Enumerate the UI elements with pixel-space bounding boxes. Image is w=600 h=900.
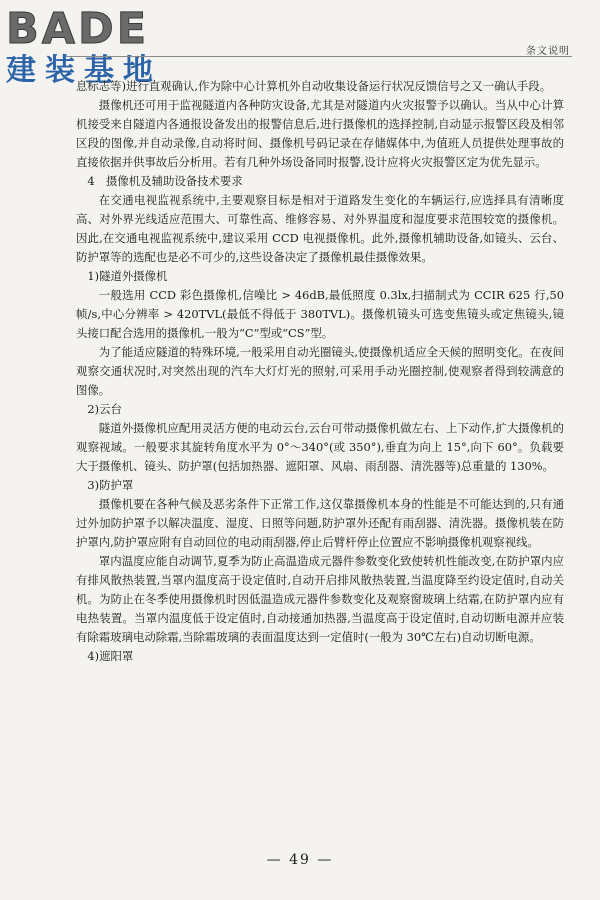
subsection-heading: 3)防护罩 <box>87 478 134 492</box>
page-footer <box>0 852 600 868</box>
subsection-heading: 1)隧道外摄像机 <box>87 269 168 283</box>
paragraph: 为了能适应隧道的特殊环境,一般采用自动光圈镜头,使摄像机适应全天候的照明变化。在夜间观察交通状况时,对突然出现的汽车大灯灯光的照射,可采用手动光圈控制,使观察者得到较满意的图像。 <box>76 345 564 397</box>
paragraph-continuation: 息标志等)进行直观确认,作为除中心计算机外自动收集设备运行状况反馈信号之又一确认手段。 <box>76 79 552 93</box>
paragraph: 隧道外摄像机应配用灵活方便的电动云台,云台可带动摄像机做左右、上下动作,扩大摄像机的观察视域。一般要求其旋转角度水平为 0°～340°(或 350°),垂直为向上 15°,向下 60°。负载要大于摄像机、镜头、防护罩(包括加热器、遮阳罩、风扇、雨刮器、清洗器等)总重量的 130%。 <box>76 421 564 473</box>
subsection-heading: 4)遮阳罩 <box>87 649 134 663</box>
header-divider <box>66 56 572 57</box>
paragraph: 摄像机还可用于监视隧道内各种防灾设备,尤其是对隧道内火灾报警予以确认。当从中心计算机接受来自隧道内各通报设备发出的报警信息后,进行摄像机的选择控制,自动显示报警区段及相邻区段的图像,并自动录像,自动将时间、摄像机号码记录在存储媒体中,为值班人员提供处理事故的直接依据并供事故后分析用。若有几种外场设备同时报警,设计应将火灾报警区定为优先显示。 <box>76 98 564 169</box>
logo-wordmark: BADE <box>6 4 150 54</box>
section-label: 条文说明 <box>526 46 570 57</box>
page-number: — 49 — <box>266 852 334 868</box>
logo-chinese-name: 建装基地 <box>6 53 162 88</box>
subsection-heading: 2)云台 <box>87 402 122 416</box>
paragraph: 一般选用 CCD 彩色摄像机,信噪比 > 46dB,最低照度 0.3lx,扫描制式为 CCIR 625 行,50 帧/s,中心分辨率 > 420TVL(最低不得低于 380TVL)。摄像机镜头可选变焦镜头或定焦镜头,镜头接口配合选用的摄像机,一般为“C”型或“CS”型。 <box>76 288 564 340</box>
paragraph: 摄像机要在各种气候及恶劣条件下正常工作,这仅靠摄像机本身的性能是不可能达到的,只有通过外加防护罩予以解决温度、湿度、日照等问题,防护罩外还配有雨刮器、清洗器。摄像机装在防护罩内,防护罩应附有自动回位的电动雨刮器,停止后臂杆停止位置应不影响摄像机观察视线。 <box>76 497 564 549</box>
paragraph: 罩内温度应能自动调节,夏季为防止高温造成元器件参数变化致使转机性能改变,在防护罩内应有排风散热装置,当罩内温度高于设定值时,自动开启排风散热装置,当温度降至约设定值时,自动关机。为防止在冬季使用摄像机时因低温造成元器件参数变化及观察窗玻璃上结霜,在防护罩内应有电热装置。当罩内温度低于设定值时,自动接通加热器,当温度高于设定值时,自动切断电源并应装有除霜玻璃电动除霜,当除霜玻璃的表面温度达到一定值时(一般为 30℃左右)自动切断电源。 <box>76 554 564 644</box>
section-heading: 4 摄像机及辅助设备技术要求 <box>87 174 243 188</box>
document-body <box>76 77 564 666</box>
paragraph: 在交通电视监视系统中,主要观察目标是相对于道路发生变化的车辆运行,应选择具有清晰度高、对外界光线适应范围大、可靠性高、维修容易、对外界温度和湿度要求范围较宽的摄像机。因此,在交通电视监视系统中,建议采用 CCD 电视摄像机。此外,摄像机辅助设备,如镜头、云台、防护罩等的选配也是必不可少的,这些设备决定了摄像机最佳摄像效果。 <box>76 193 564 264</box>
